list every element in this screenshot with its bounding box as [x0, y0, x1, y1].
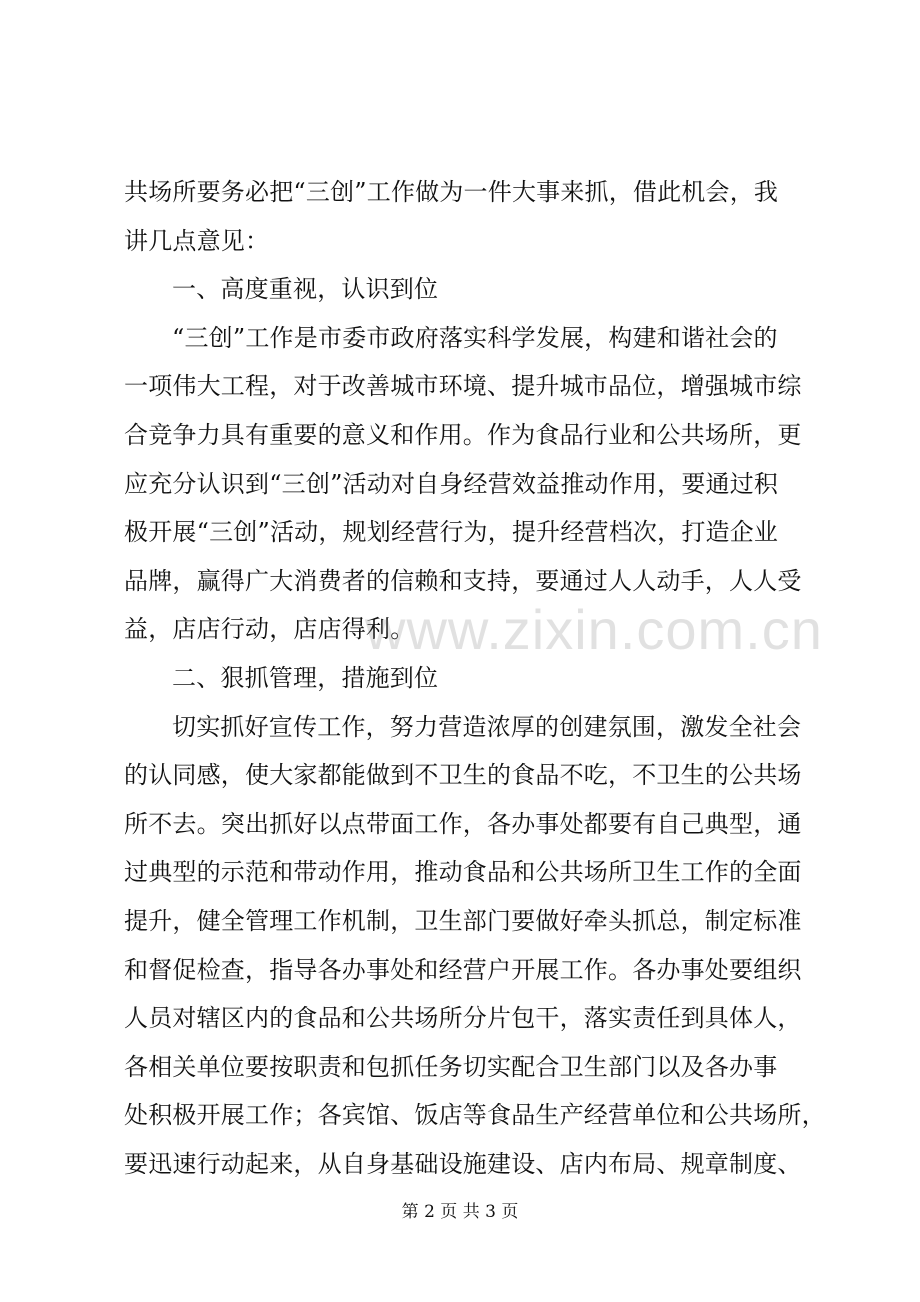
text-line: 极开展“三创”活动，规划经营行为，提升经营档次，打造企业 — [124, 518, 779, 547]
text-line: “三创”工作是市委市政府落实科学发展，构建和谐社会的 — [172, 323, 778, 352]
page-footer: 第 2 页 共 3 页 — [401, 1202, 519, 1222]
text-line: 二、狠抓管理，措施到位 — [172, 663, 439, 692]
watermark: www.zixin.com.cn — [365, 598, 823, 661]
text-line: 益，店店行动，店店得利。 — [124, 615, 415, 644]
text-line: 一项伟大工程，对于改善城市环境、提升城市品位，增强城市综 — [124, 372, 802, 401]
text-line: 品牌，赢得广大消费者的信赖和支持，要通过人人动手，人人受 — [124, 566, 802, 595]
text-line: 要迅速行动起来，从自身基础设施建设、店内布局、规章制度、 — [124, 1149, 802, 1178]
text-line: 共场所要务必把“三创”工作做为一件大事来抓，借此机会，我 — [124, 178, 779, 206]
text-line: 提升，健全管理工作机制，卫生部门要做好牵头抓总，制定标准 — [124, 906, 802, 935]
text-line: 合竞争力具有重要的意义和作用。作为食品行业和公共场所，更 — [124, 420, 802, 449]
text-line: 一、高度重视，认识到位 — [172, 275, 439, 304]
text-line: 讲几点意见： — [124, 226, 270, 255]
text-line: 应充分认识到“三创”活动对自身经营效益推动作用，要通过积 — [124, 469, 779, 498]
text-line: 过典型的示范和带动作用，推动食品和公共场所卫生工作的全面 — [124, 858, 802, 887]
text-line: 切实抓好宣传工作，努力营造浓厚的创建氛围，激发全社会 — [172, 712, 802, 741]
text-line: 的认同感，使大家都能做到不卫生的食品不吃，不卫生的公共场 — [124, 761, 802, 790]
text-line: 所不去。突出抓好以点带面工作，各办事处都要有自己典型，通 — [124, 809, 802, 838]
text-line: 和督促检查，指导各办事处和经营户开展工作。各办事处要组织 — [124, 955, 802, 984]
document-body — [124, 168, 824, 1188]
text-line: 人员对辖区内的食品和公共场所分片包干，落实责任到具体人， — [124, 1004, 802, 1033]
text-line: 处积极开展工作；各宾馆、饭店等食品生产经营单位和公共场所， — [124, 1101, 826, 1130]
text-line: 各相关单位要按职责和包抓任务切实配合卫生部门以及各办事 — [124, 1052, 778, 1081]
